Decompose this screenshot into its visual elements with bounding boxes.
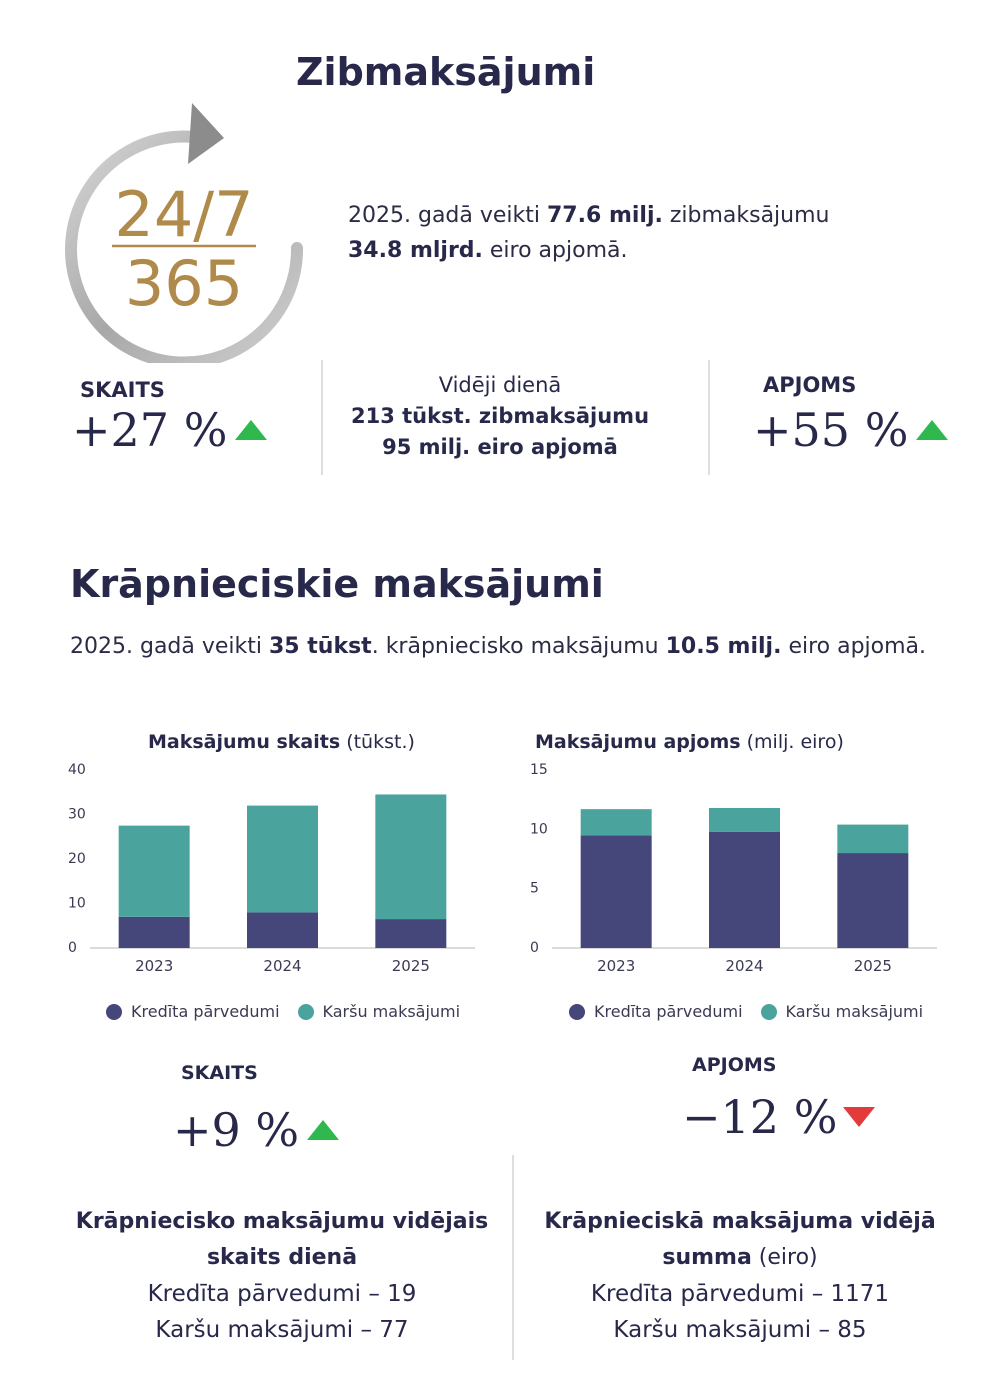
chart2-title: Maksājumu apjoms (milj. eiro)	[535, 731, 844, 753]
divider	[321, 360, 323, 475]
bar-cards-2023	[119, 826, 190, 917]
increase-arrow-icon	[307, 1120, 339, 1140]
bar-cards-2023	[581, 809, 652, 835]
logo-text-24-7: 24/7	[114, 178, 254, 251]
y-tick-label: 10	[68, 895, 86, 912]
section2-intro: 2025. gadā veikti 35 tūkst. krāpniecisko maksājumu 10.5 milj. eiro apjomā.	[70, 634, 927, 659]
logo-24-7-365	[62, 98, 307, 363]
y-tick-label: 20	[68, 851, 86, 867]
legend-item-credit: Kredīta pārvedumi	[106, 1002, 280, 1021]
daily-average	[330, 370, 670, 463]
fraud-volume-change-value: −12 %	[682, 1090, 838, 1144]
increase-arrow-icon	[235, 420, 267, 440]
section2-title: Krāpnieciskie maksājumi	[70, 562, 604, 606]
logo-text-365: 365	[124, 247, 244, 320]
fraud-count-change	[173, 1103, 339, 1157]
divider	[708, 360, 710, 475]
chart-volume	[522, 760, 942, 985]
fraud-avg-count-title: Krāpniecisko maksājumu vidējais	[75, 1209, 489, 1234]
fraud-avg-count-credit: Kredīta pārvedumi – 19	[147, 1281, 417, 1307]
volume-change	[753, 403, 948, 457]
y-tick-label: 30	[68, 806, 86, 823]
fraud-avg-count-cards: Karšu maksājumi – 77	[155, 1317, 409, 1343]
increase-arrow-icon	[916, 420, 948, 440]
y-tick-label: 10	[530, 821, 548, 838]
x-tick-label: 2025	[853, 957, 892, 975]
bar-credit-2024	[709, 832, 780, 948]
daily-average-volume: 95 milj. eiro apjomā	[382, 435, 618, 459]
divider	[512, 1155, 514, 1360]
legend-item-cards: Karšu maksājumi	[761, 1002, 924, 1021]
x-tick-label: 2023	[135, 957, 174, 975]
bar-credit-2023	[581, 835, 652, 948]
legend-swatch-teal	[298, 1004, 314, 1020]
y-tick-label: 0	[68, 940, 77, 956]
y-tick-label: 0	[530, 940, 539, 956]
legend-swatch-teal	[761, 1004, 777, 1020]
chart1-title: Maksājumu skaits (tūkst.)	[148, 731, 415, 753]
bar-credit-2025	[837, 853, 908, 948]
bar-credit-2023	[119, 917, 190, 948]
legend-item-credit: Kredīta pārvedumi	[569, 1002, 743, 1021]
legend-item-cards: Karšu maksājumi	[298, 1002, 461, 1021]
fraud-count-change-value: +9 %	[173, 1103, 300, 1157]
x-tick-label: 2024	[263, 957, 302, 975]
count-change-value: +27 %	[72, 403, 228, 457]
chart1-legend	[106, 1002, 478, 1021]
legend-swatch-navy	[569, 1004, 585, 1020]
fraud-volume-change	[682, 1090, 875, 1144]
volume-change-value: +55 %	[753, 403, 909, 457]
y-tick-label: 5	[530, 880, 539, 897]
fraud-avg-sum-cards: Karšu maksājumi – 85	[613, 1317, 867, 1343]
y-tick-label: 40	[68, 762, 86, 778]
y-tick-label: 15	[530, 762, 548, 778]
x-tick-label: 2025	[391, 957, 430, 975]
fraud-avg-count-title-2: skaits dienā	[206, 1245, 358, 1270]
fraud-avg-sum-credit: Kredīta pārvedumi – 1171	[590, 1281, 890, 1307]
arrow-head-icon	[188, 103, 224, 164]
section1-title: Zibmaksājumi	[296, 50, 596, 94]
bar-credit-2024	[247, 912, 318, 948]
bar-credit-2025	[375, 919, 446, 948]
volume-label: APJOMS	[763, 373, 857, 397]
x-tick-label: 2023	[597, 957, 636, 975]
chart-count	[60, 760, 480, 985]
section1-intro: 2025. gadā veikti 77.6 milj. zibmaksājumu 34.8 mljrd. eiro apjomā.	[348, 203, 830, 263]
fraud-volume-label: APJOMS	[692, 1054, 777, 1076]
bar-cards-2024	[709, 808, 780, 832]
x-tick-label: 2024	[725, 957, 764, 975]
fraud-avg-sum-title: Krāpnieciskā maksājuma vidējā	[544, 1209, 936, 1234]
count-label: SKAITS	[80, 378, 165, 402]
chart2-legend	[569, 1002, 941, 1021]
daily-average-title: Vidēji dienā	[438, 373, 562, 397]
daily-average-count: 213 tūkst. zibmaksājumu	[350, 404, 650, 428]
legend-swatch-navy	[106, 1004, 122, 1020]
bar-cards-2025	[375, 794, 446, 919]
bar-cards-2025	[837, 825, 908, 853]
bar-cards-2024	[247, 806, 318, 913]
decrease-arrow-icon	[843, 1107, 875, 1127]
fraud-avg-count	[62, 1204, 502, 1348]
fraud-avg-sum: Krāpnieciskā maksājuma vidējā summa (eiro) Kredīta pārvedumi – 1171 Karšu maksājumi – 85	[525, 1204, 955, 1348]
count-change	[72, 403, 267, 457]
fraud-count-label: SKAITS	[181, 1062, 258, 1084]
